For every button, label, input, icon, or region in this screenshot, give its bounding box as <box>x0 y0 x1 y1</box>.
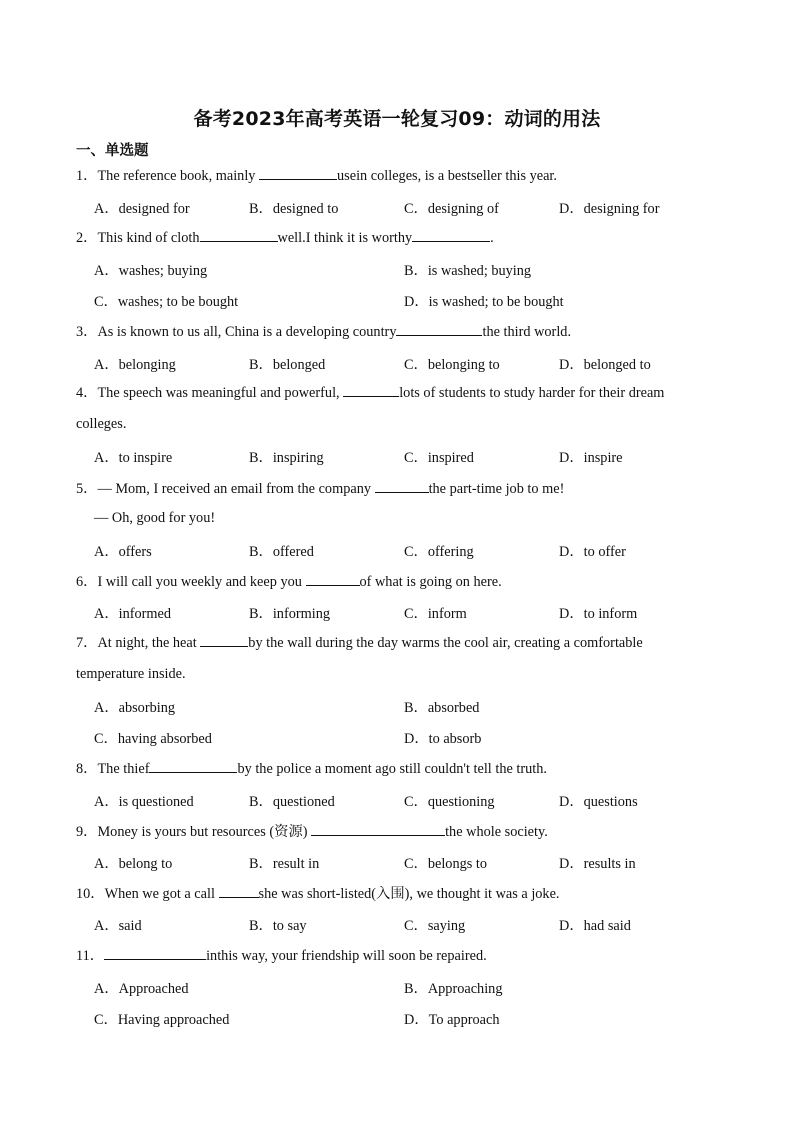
section-heading: 一、单选题 <box>76 143 149 159</box>
option-d[interactable]: D．questions <box>559 794 638 810</box>
question-6: 6．I will call you weekly and keep you of what is going on here. <box>76 574 502 590</box>
option-b[interactable]: B．belonged <box>249 357 326 373</box>
question-4: 4．The speech was meaningful and powerful, lots of students to study harder for their dream colleges. <box>76 385 665 432</box>
option-a[interactable]: A．absorbing <box>94 700 176 716</box>
question-7: 7．At night, the heat by the wall during the day warms the cool air, creating a comfortable temperature inside. <box>76 635 643 682</box>
page-title: 备考2023年高考英语一轮复习09：动词的用法 <box>193 108 601 130</box>
answer-blank <box>396 322 482 336</box>
option-b[interactable]: B．to say <box>249 918 307 934</box>
option-c[interactable]: C．questioning <box>404 794 495 810</box>
answer-blank <box>200 633 248 647</box>
option-c[interactable]: C．having absorbed <box>94 731 212 747</box>
option-a[interactable]: A．informed <box>94 606 172 622</box>
option-d[interactable]: D．results in <box>559 856 636 872</box>
option-a[interactable]: A．said <box>94 918 142 934</box>
answer-blank <box>375 479 429 493</box>
answer-blank <box>259 166 337 180</box>
answer-blank <box>343 383 399 397</box>
option-d[interactable]: D．belonged to <box>559 357 651 373</box>
option-a[interactable]: A．washes; buying <box>94 263 208 279</box>
option-d[interactable]: D．to inform <box>559 606 638 622</box>
option-a[interactable]: A．designed for <box>94 201 190 217</box>
answer-blank <box>200 228 278 242</box>
answer-blank <box>412 228 490 242</box>
option-a[interactable]: A．is questioned <box>94 794 194 810</box>
option-c[interactable]: C．belonging to <box>404 357 500 373</box>
question-9: 9．Money is yours but resources (资源) the whole society. <box>76 824 548 840</box>
question-1: 1．The reference book, mainly usein colleges, is a bestseller this year. <box>76 168 557 184</box>
option-a[interactable]: A．Approached <box>94 981 189 997</box>
option-a[interactable]: A．belonging <box>94 357 176 373</box>
option-d[interactable]: D．designing for <box>559 201 660 217</box>
option-d[interactable]: D．to offer <box>559 544 626 560</box>
option-b[interactable]: B．inspiring <box>249 450 324 466</box>
option-b[interactable]: B．is washed; buying <box>404 263 532 279</box>
question-5-reply: — Oh, good for you! <box>94 510 216 526</box>
option-c[interactable]: C．washes; to be bought <box>94 294 239 310</box>
question-10: 10．When we got a call she was short-listed(入围), we thought it was a joke. <box>76 886 560 902</box>
question-11: 11． inthis way, your friendship will soon be repaired. <box>76 948 487 964</box>
option-b[interactable]: B．questioned <box>249 794 335 810</box>
option-c[interactable]: C．Having approached <box>94 1012 230 1028</box>
option-b[interactable]: B．designed to <box>249 201 339 217</box>
option-d[interactable]: D．to absorb <box>404 731 482 747</box>
question-3: 3．As is known to us all, China is a developing country the third world. <box>76 324 572 340</box>
question-8: 8．The thief by the police a moment ago still couldn't tell the truth. <box>76 761 547 777</box>
option-c[interactable]: C．inspired <box>404 450 474 466</box>
option-c[interactable]: C．designing of <box>404 201 499 217</box>
question-5: 5．— Mom, I received an email from the company the part-time job to me! <box>76 481 565 497</box>
option-c[interactable]: C．belongs to <box>404 856 488 872</box>
question-2: 2．This kind of cloth well.I think it is worthy . <box>76 230 494 246</box>
option-a[interactable]: A．to inspire <box>94 450 173 466</box>
option-d[interactable]: D．had said <box>559 918 631 934</box>
option-c[interactable]: C．inform <box>404 606 467 622</box>
option-a[interactable]: A．offers <box>94 544 152 560</box>
option-d[interactable]: D．is washed; to be bought <box>404 294 564 310</box>
option-b[interactable]: B．result in <box>249 856 320 872</box>
option-c[interactable]: C．offering <box>404 544 474 560</box>
answer-blank <box>149 759 237 773</box>
option-d[interactable]: D．To approach <box>404 1012 500 1028</box>
answer-blank <box>104 946 206 960</box>
option-b[interactable]: B．informing <box>249 606 331 622</box>
option-c[interactable]: C．saying <box>404 918 466 934</box>
option-a[interactable]: A．belong to <box>94 856 173 872</box>
answer-blank <box>311 822 445 836</box>
answer-blank <box>219 884 259 898</box>
option-b[interactable]: B．absorbed <box>404 700 480 716</box>
option-b[interactable]: B．Approaching <box>404 981 503 997</box>
option-d[interactable]: D．inspire <box>559 450 623 466</box>
option-b[interactable]: B．offered <box>249 544 314 560</box>
answer-blank <box>306 572 360 586</box>
